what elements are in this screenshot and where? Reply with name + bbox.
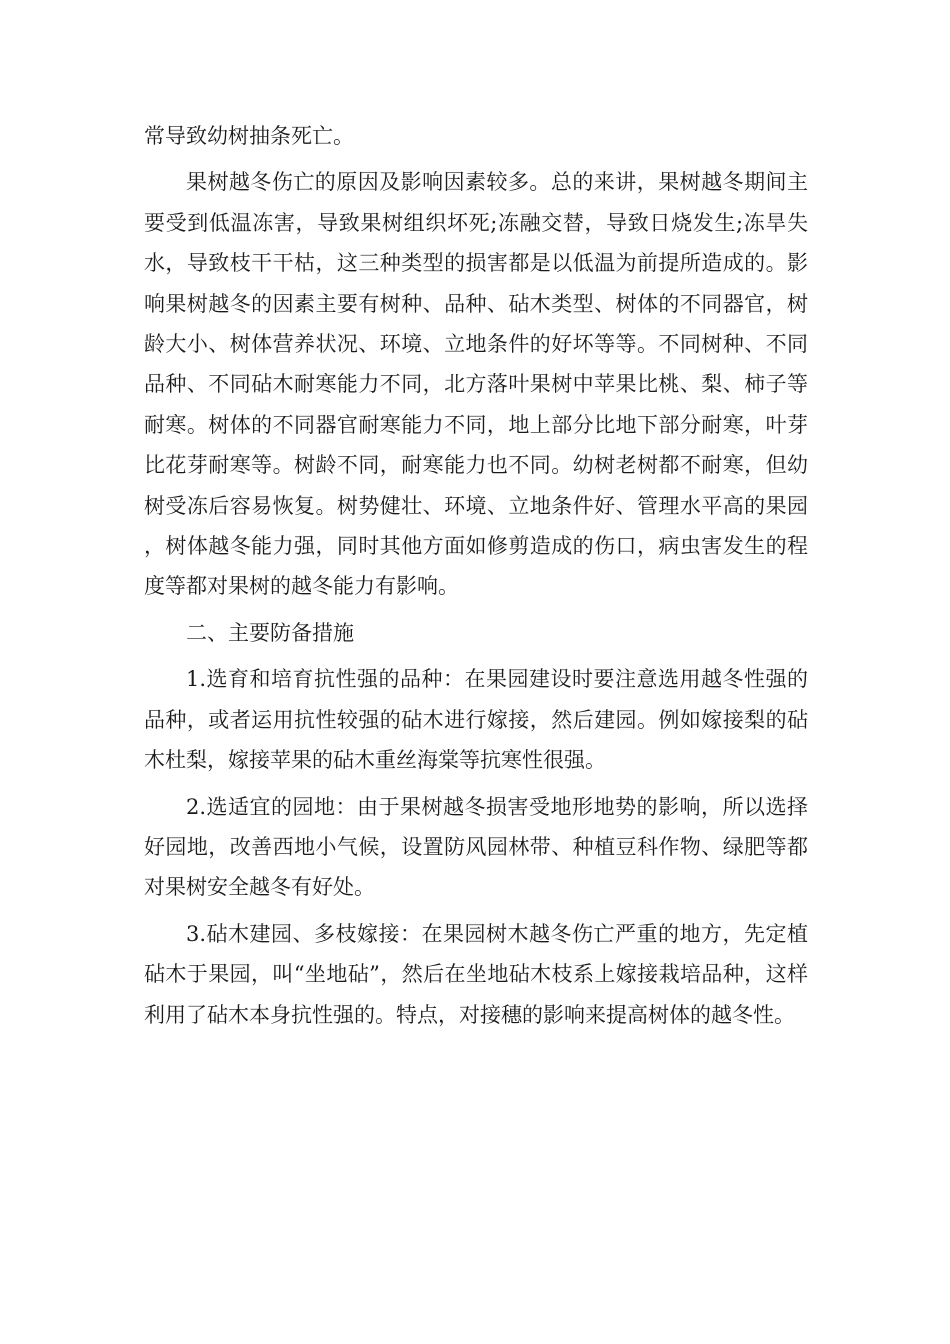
paragraph-causes: 果树越冬伤亡的原因及影响因素较多。总的来讲，果树越冬期间主要受到低温冻害，导致果树组织坏死;冻融交替，导致日烧发生;冻旱失水，导致枝干干枯，这三种类型的损害都是以低温为前提所造成的。影响果树越冬的因素主要有树种、品种、砧木类型、树体的不同器官，树龄大小、树体营养状况、环境、立地条件的好坏等等。不同树种、不同品种、不同砧木耐寒能力不同，北方落叶果树中苹果比桃、梨、柿子等耐寒。树体的不同器官耐寒能力不同，地上部分比地下部分耐寒，叶芽比花芽耐寒等。树龄不同，耐寒能力也不同。幼树老树都不耐寒，但幼树受冻后容易恢复。树势健壮、环境、立地条件好、管理水平高的果园，树体越冬能力强，同时其他方面如修剪造成的伤口，病虫害发生的程度等都对果树的越冬能力有影响。 — [144, 170, 808, 599]
paragraph-measure-1: 1.选育和培育抗性强的品种：在果园建设时要注意选用越冬性强的品种，或者运用抗性较强的砧木进行嫁接，然后建园。例如嫁接梨的砧木杜梨，嫁接苹果的砧木重丝海棠等抗寒性很强。 — [144, 667, 808, 773]
paragraph-measure-3: 3.砧木建园、多枝嫁接：在果园树木越冬伤亡严重的地方，先定植砧木于果园，叫“坐地砧”，然后在坐地砧木枝系上嫁接栽培品种，这样利用了砧木本身抗性强的。特点，对接穗的影响来提高树体的越冬性。 — [144, 921, 808, 1027]
paragraph-continuation: 常导致幼树抽条死亡。 — [144, 124, 354, 148]
section-heading: 二、主要防备措施 — [186, 620, 354, 645]
document-body — [144, 116, 808, 1035]
paragraph-measure-2: 2.选适宜的园地：由于果树越冬损害受地形地势的影响，所以选择好园地，改善西地小气候，设置防风园林带、种植豆科作物、绿肥等都对果树安全越冬有好处。 — [144, 794, 808, 900]
